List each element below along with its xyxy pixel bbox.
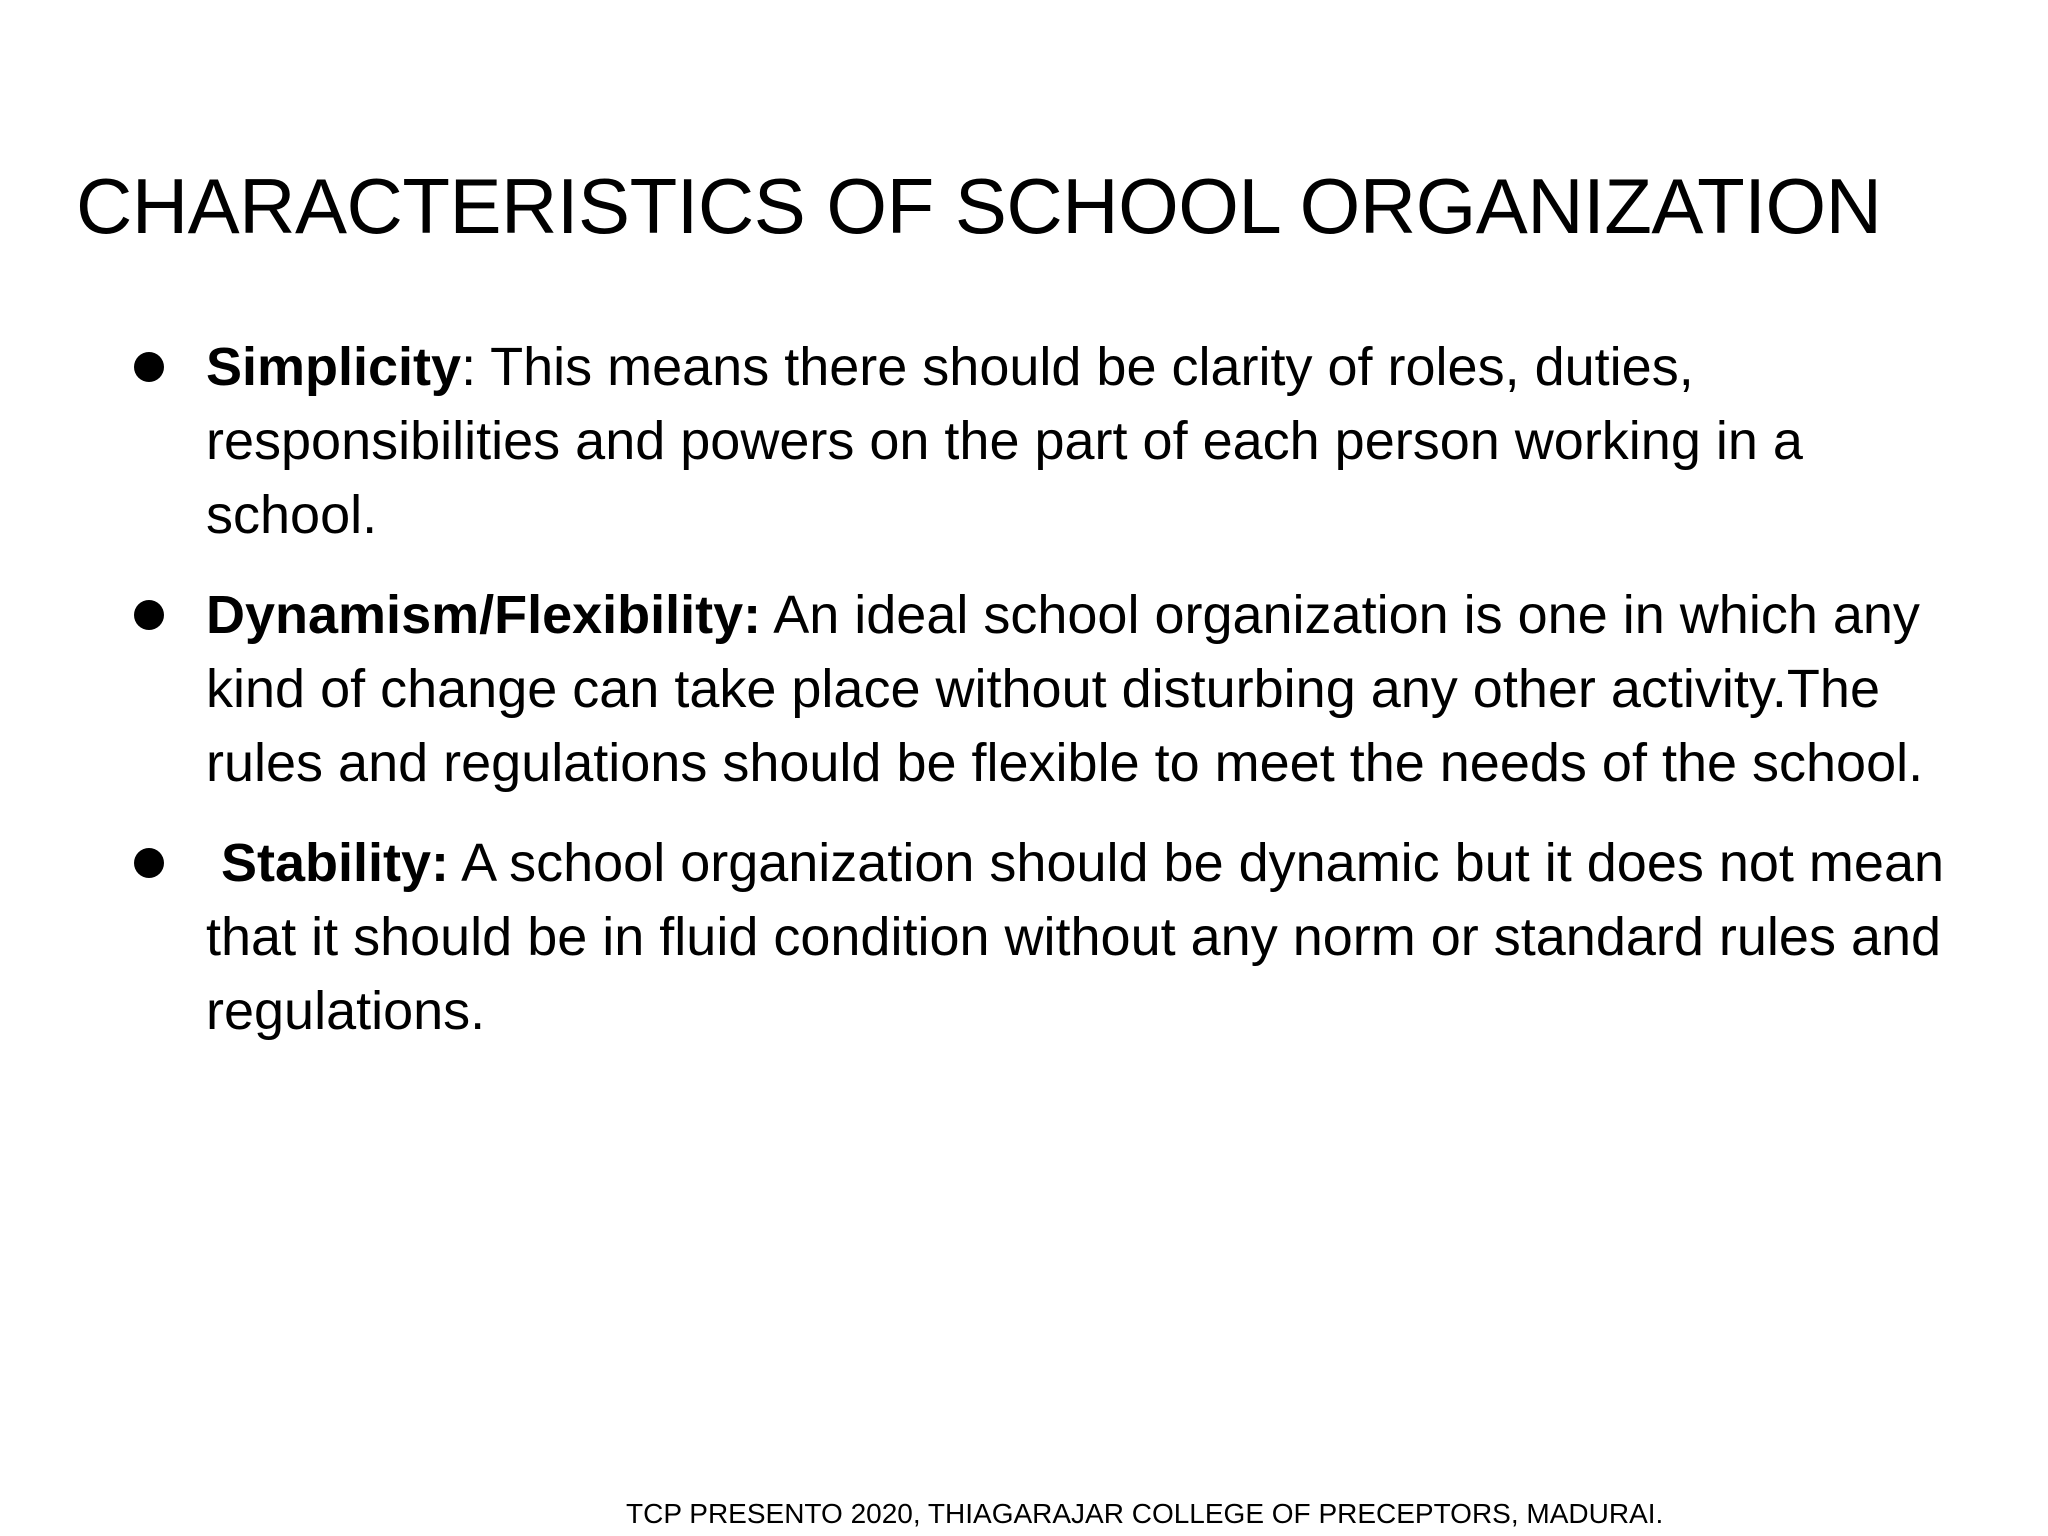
bullet-dot-icon	[134, 352, 164, 382]
bullet-separator: :	[461, 337, 491, 397]
bullet-term: Stability:	[206, 833, 450, 893]
bullet-dot-icon	[134, 600, 164, 630]
bullet-text: This means there should be clarity of roles, duties, responsibilities and powers on the part of each person working in a school.	[206, 337, 1803, 545]
bullet-term: Dynamism/Flexibility:	[206, 585, 762, 645]
bullet-separator	[449, 833, 461, 893]
bullet-item-dynamism	[134, 578, 1974, 800]
bullet-dot-icon	[134, 848, 164, 878]
bullet-separator	[761, 585, 773, 645]
bullet-text: A school organization should be dynamic but it does not mean that it should be in fluid condition without any norm or standard rules and regulations.	[206, 833, 1945, 1041]
bullet-term: Simplicity	[206, 337, 462, 397]
bullet-text: An ideal school organization is one in which any kind of change can take place without disturbing any other activity.The rules and regulations should be flexible to meet the needs of the school.	[206, 585, 1924, 793]
bullet-item-stability	[134, 826, 1974, 1048]
bullet-list	[134, 330, 1974, 1074]
bullet-item-simplicity	[134, 330, 1974, 552]
slide-title: CHARACTERISTICS OF SCHOOL ORGANIZATION	[76, 162, 1882, 250]
slide-footer: TCP PRESENTO 2020, THIAGARAJAR COLLEGE OF PRECEPTORS, MADURAI.	[626, 1498, 1664, 1529]
